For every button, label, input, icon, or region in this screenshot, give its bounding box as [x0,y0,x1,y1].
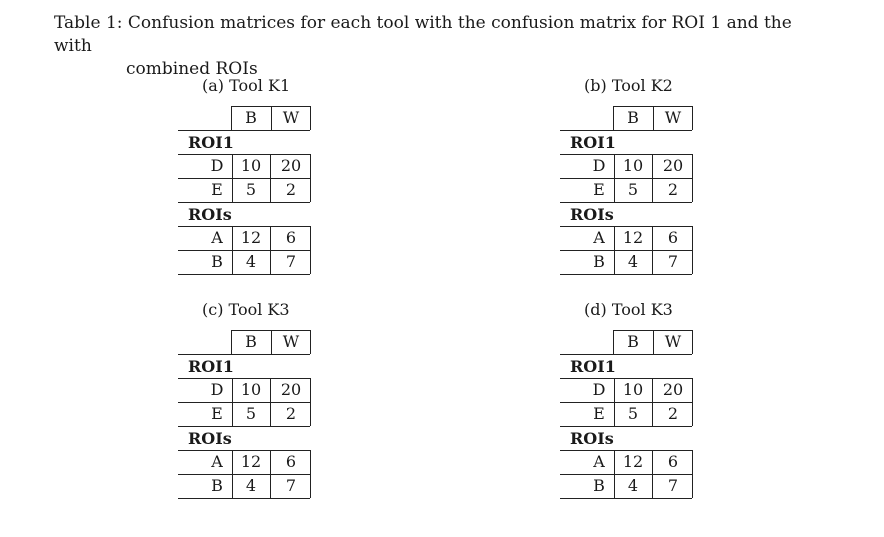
rule-header-right [692,106,693,130]
rule-group [178,154,310,155]
rule-row-mid [652,250,653,274]
rule-header-left [613,106,614,130]
row-label: D [210,156,224,175]
matrix-value: 2 [285,180,297,199]
rule-header-mid [653,106,654,130]
rule-group [560,226,692,227]
rule-row-mid [270,474,271,498]
row-label: D [210,380,224,399]
rule-row [178,274,310,275]
matrix-value: 5 [245,404,257,423]
rule-row-mid [652,178,653,202]
matrix-value: 10 [622,156,644,175]
matrix-value: 12 [240,452,262,471]
table-caption-line1: Table 1: Confusion matrices for each tool with the confusion matrix for ROI 1 and the with [54,13,792,56]
rule-row-right [692,154,693,178]
subtable-a [178,76,478,286]
row-label: D [592,156,606,175]
rule-row [178,178,310,179]
rule-row-right [310,250,311,274]
matrix-value: 4 [245,252,257,271]
rule-header-mid [271,106,272,130]
matrix-value: 10 [240,380,262,399]
rule-row-mid [270,402,271,426]
rule-row [178,402,310,403]
rule-row [178,250,310,251]
subtable-caption: (a) Tool K1 [202,76,291,95]
subtable-b [560,76,860,286]
subtable-caption: (b) Tool K2 [584,76,673,95]
rule-row [560,426,692,427]
matrix-value: 12 [622,452,644,471]
rule-row [560,274,692,275]
rule-row-right [310,378,311,402]
rule-row-right [692,450,693,474]
rule-row-right [310,154,311,178]
rule-group [178,378,310,379]
rule-row [560,498,692,499]
group-label: ROI1 [188,357,234,376]
rule-row-mid [652,226,653,250]
matrix-value: 20 [662,380,684,399]
rule-row-mid [652,474,653,498]
rule-header-right [692,330,693,354]
matrix-value: 2 [667,404,679,423]
matrix-value: 7 [285,252,297,271]
row-label: E [211,180,223,199]
rule-header-bottom [560,354,692,355]
rule-row-right [310,226,311,250]
group-label: ROI1 [188,133,234,152]
row-label: A [593,228,605,247]
rule-row-mid [652,402,653,426]
matrix-value: 4 [627,252,639,271]
matrix-value: 12 [240,228,262,247]
matrix-value: 6 [285,452,297,471]
rule-header-right [310,106,311,130]
row-label: B [593,252,605,271]
rule-group [178,226,310,227]
rule-row-right [692,226,693,250]
rule-row [560,402,692,403]
rule-row-mid [270,378,271,402]
rule-row-right [692,178,693,202]
row-label: D [592,380,606,399]
rule-row [178,498,310,499]
rule-header-bottom [178,130,310,131]
matrix-value: 6 [667,452,679,471]
rule-group [178,450,310,451]
row-label: E [211,404,223,423]
rule-group [560,378,692,379]
row-label: E [593,180,605,199]
rule-row-mid [270,154,271,178]
rule-header-left [231,330,232,354]
rule-row [560,250,692,251]
matrix-value: 4 [627,476,639,495]
rule-row [178,202,310,203]
rule-row-mid [652,450,653,474]
row-label: A [211,228,223,247]
row-label: E [593,404,605,423]
rule-header-bottom [178,354,310,355]
matrix-value: 5 [627,404,639,423]
row-label: A [211,452,223,471]
rule-row-mid [270,226,271,250]
matrix-value: 7 [285,476,297,495]
rule-row [178,474,310,475]
confusion-matrix [560,106,695,281]
subtable-caption: (c) Tool K3 [202,300,290,319]
confusion-matrix [560,330,695,505]
rule-row [560,474,692,475]
rule-row-mid [270,450,271,474]
rule-header-right [310,330,311,354]
matrix-value: 7 [667,252,679,271]
rule-header-left [231,106,232,130]
matrix-value: 5 [245,180,257,199]
rule-row-mid [652,378,653,402]
rule-row-mid [652,154,653,178]
subtable-caption: (d) Tool K3 [584,300,673,319]
row-label: B [211,476,223,495]
rule-row-right [692,402,693,426]
matrix-value: 12 [622,228,644,247]
column-header: B [245,332,257,351]
matrix-value: 7 [667,476,679,495]
table-caption-line2: combined ROIs [126,59,258,79]
rule-row-right [310,178,311,202]
confusion-matrix [178,106,313,281]
rule-row [560,178,692,179]
matrix-value: 4 [245,476,257,495]
rule-row-right [692,250,693,274]
rule-header-bottom [560,130,692,131]
rule-row [178,426,310,427]
group-label: ROIs [188,205,232,224]
table-caption [54,12,834,81]
matrix-value: 2 [285,404,297,423]
subtable-d [560,300,860,510]
column-header: B [245,108,257,127]
matrix-value: 20 [280,380,302,399]
matrix-value: 6 [667,228,679,247]
subtable-c [178,300,478,510]
rule-group [560,450,692,451]
rule-header-mid [271,330,272,354]
matrix-value: 20 [280,156,302,175]
column-header: B [627,332,639,351]
column-header: W [282,332,300,351]
matrix-value: 6 [285,228,297,247]
matrix-value: 20 [662,156,684,175]
rule-row [560,202,692,203]
row-label: B [593,476,605,495]
row-label: A [593,452,605,471]
matrix-value: 5 [627,180,639,199]
matrix-value: 10 [240,156,262,175]
group-label: ROIs [188,429,232,448]
column-header: W [282,108,300,127]
group-label: ROIs [570,205,614,224]
rule-header-mid [653,330,654,354]
rule-row-mid [270,250,271,274]
rule-row-right [692,474,693,498]
column-header: W [664,332,682,351]
rule-row-right [310,450,311,474]
column-header: B [627,108,639,127]
matrix-value: 2 [667,180,679,199]
column-header: W [664,108,682,127]
rule-row-right [692,378,693,402]
group-label: ROIs [570,429,614,448]
group-label: ROI1 [570,133,616,152]
matrix-value: 10 [622,380,644,399]
rule-row-mid [270,178,271,202]
rule-group [560,154,692,155]
confusion-matrix [178,330,313,505]
row-label: B [211,252,223,271]
rule-row-right [310,402,311,426]
rule-header-left [613,330,614,354]
group-label: ROI1 [570,357,616,376]
rule-row-right [310,474,311,498]
